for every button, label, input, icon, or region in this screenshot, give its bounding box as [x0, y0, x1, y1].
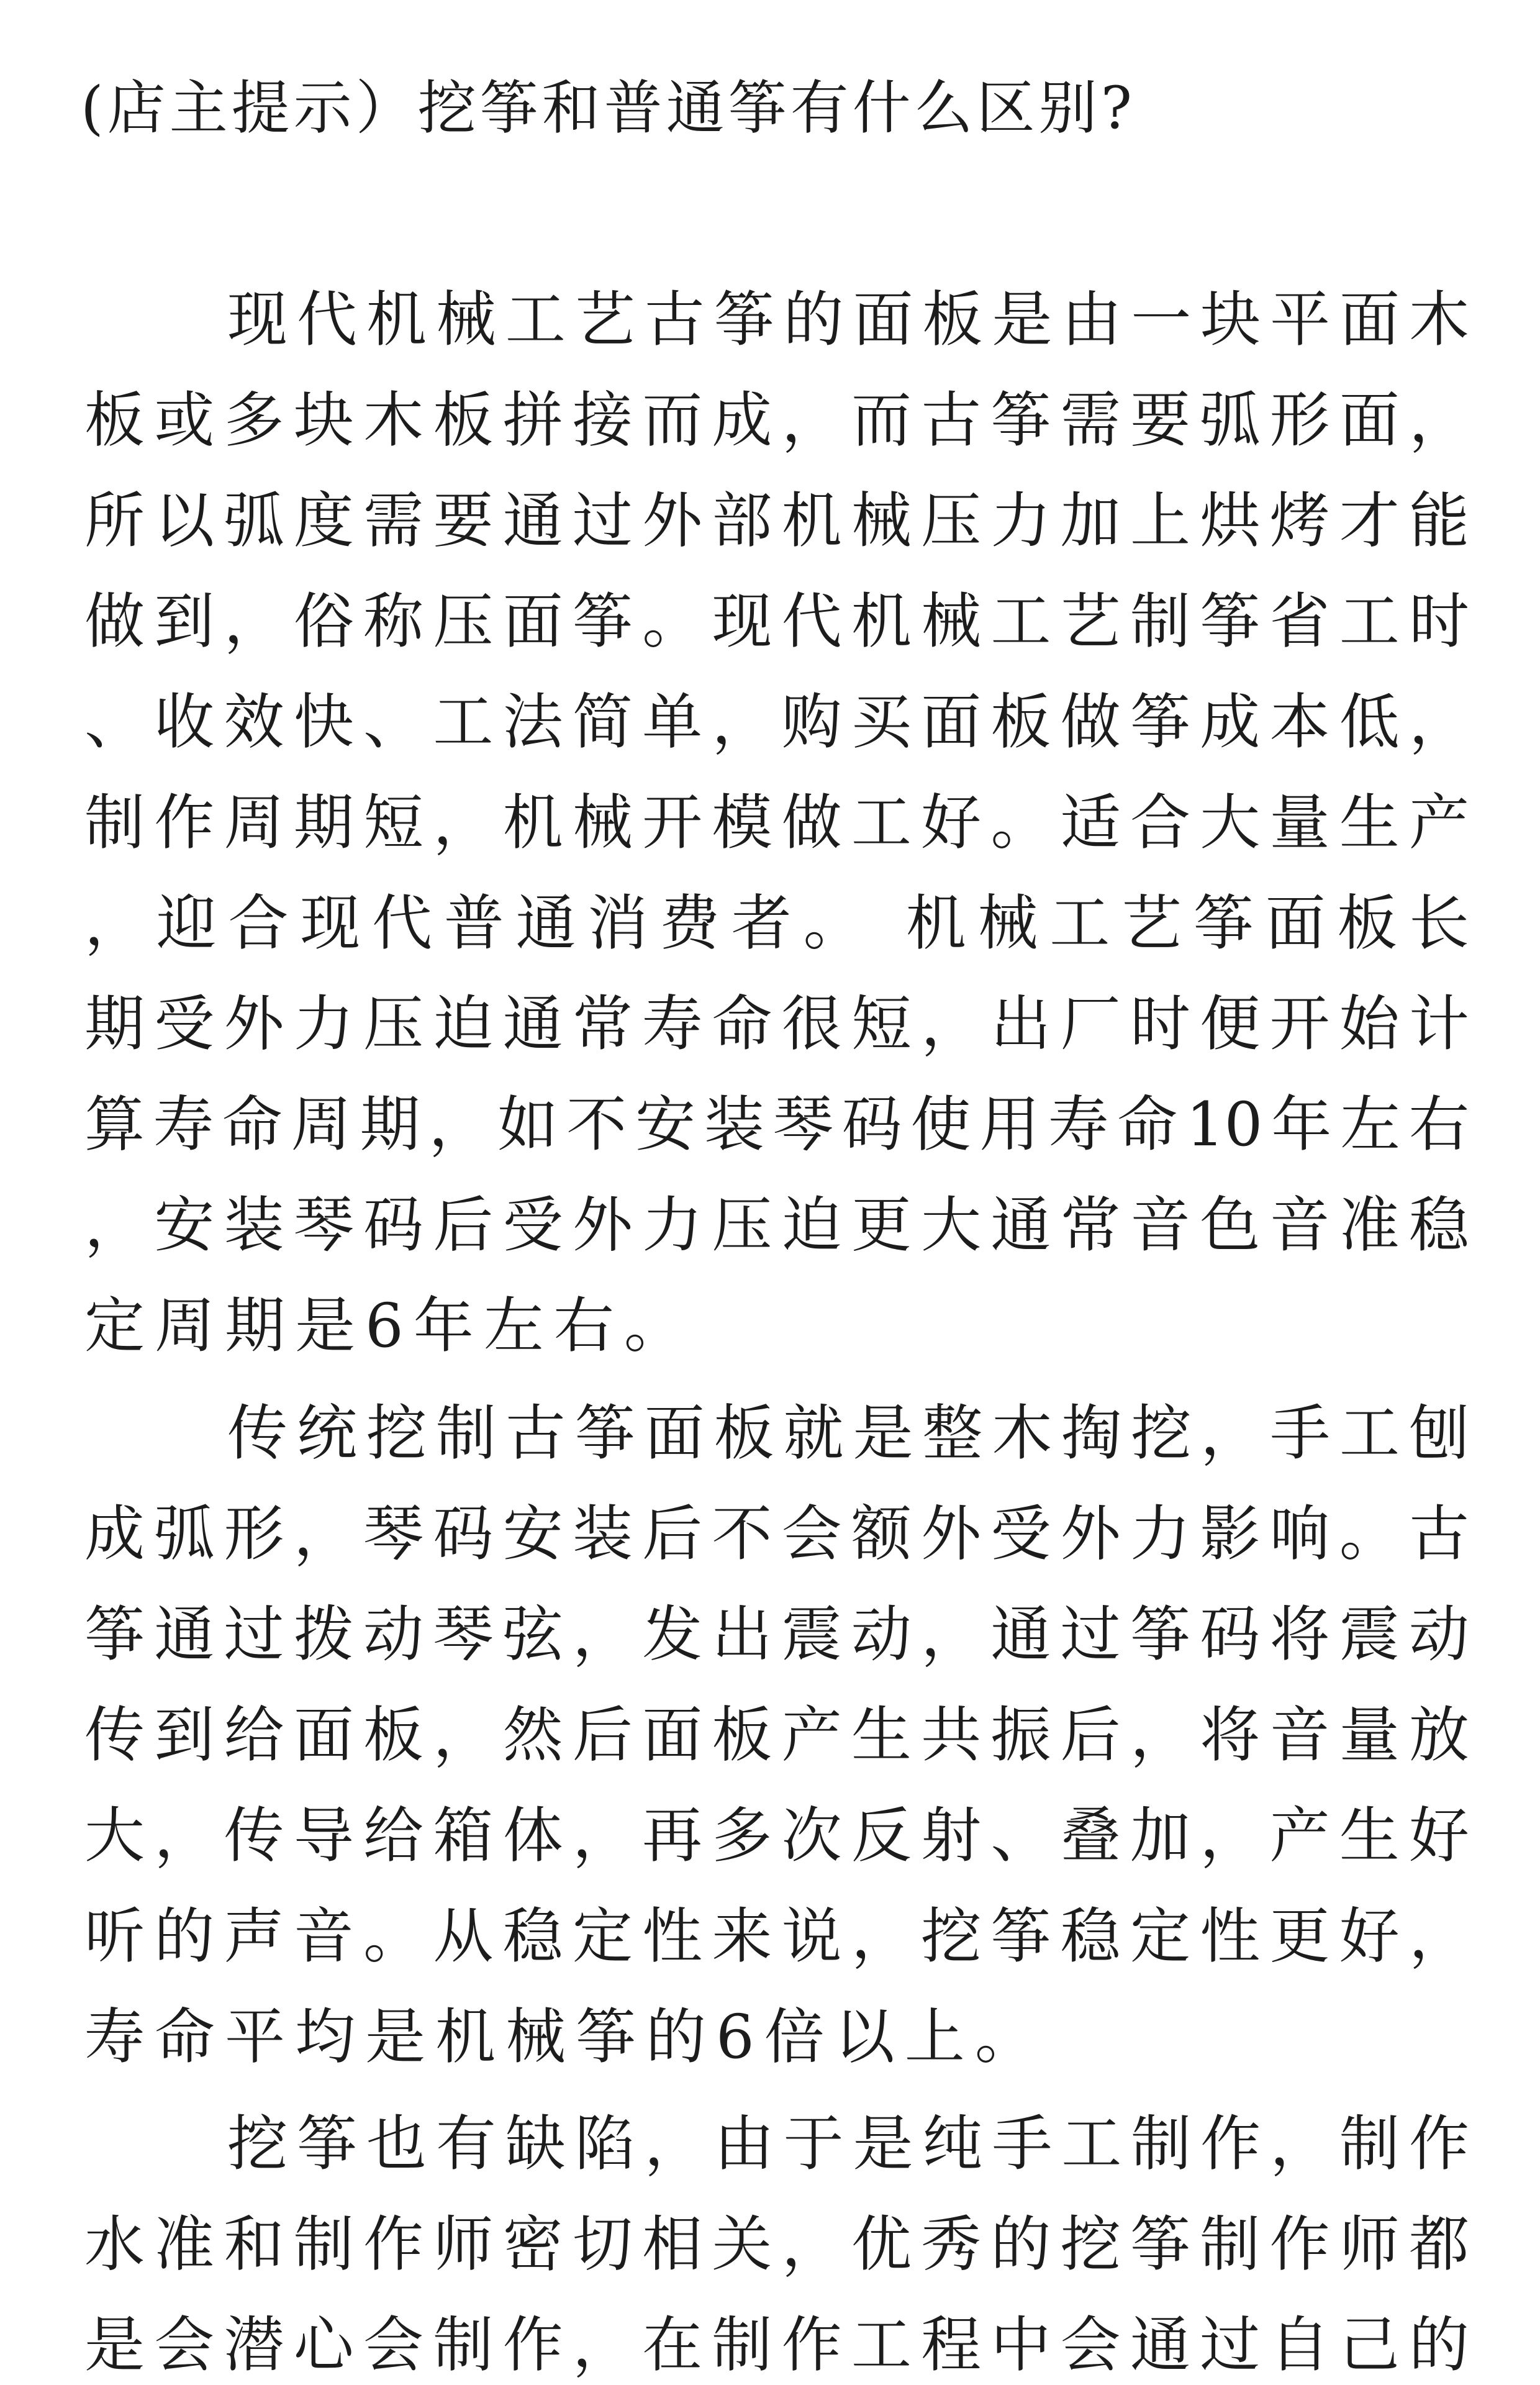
text-line: 制作周期短，机械开模做工好。适合大量生产	[84, 788, 1469, 858]
text-line: 现代机械工艺古筝的面板是由一块平面木	[227, 284, 1469, 355]
text-line: 传统挖制古筝面板就是整木掏挖，手工刨	[227, 1398, 1469, 1468]
text-line: 所以弧度需要通过外部机械压力加上烘烤才能	[84, 486, 1469, 556]
text-line: 期受外力压迫通常寿命很短，出厂时便开始计	[84, 989, 1469, 1059]
text-line: 挖筝也有缺陷，由于是纯手工制作，制作	[227, 2109, 1469, 2179]
text-line: 筝通过拨动琴弦，发出震动，通过筝码将震动	[84, 1599, 1469, 1670]
text-line: 算寿命周期，如不安装琴码使用寿命10年左右	[84, 1089, 1469, 1160]
text-line: 成弧形，琴码安装后不会额外受外力影响。古	[84, 1499, 1469, 1569]
text-line: 是会潜心会制作，在制作工程中会通过自己的	[84, 2310, 1469, 2380]
page-title: (店主提示）挖筝和普通筝有什么区别?	[81, 75, 1136, 142]
text-line: ，安装琴码后受外力压迫更大通常音色音准稳	[84, 1190, 1469, 1260]
text-line: 寿命平均是机械筝的6倍以上。	[84, 2002, 1045, 2072]
text-line: 传到给面板，然后面板产生共振后，将音量放	[84, 1700, 1469, 1770]
text-line: 水准和制作师密切相关，优秀的挖筝制作师都	[84, 2209, 1469, 2279]
text-line: 听的声音。从稳定性来说，挖筝稳定性更好，	[84, 1901, 1469, 1971]
text-line: 定周期是6年左右。	[84, 1291, 694, 1361]
text-line: 做到，俗称压面筝。现代机械工艺制筝省工时	[84, 586, 1469, 656]
text-line: 大，传导给箱体，再多次反射、叠加，产生好	[84, 1801, 1469, 1871]
text-line: 板或多块木板拼接而成，而古筝需要弧形面，	[84, 385, 1469, 455]
text-line: 、收效快、工法简单，购买面板做筝成本低，	[84, 687, 1469, 757]
text-line: ，迎合现代普通消费者。 机械工艺筝面板长	[84, 888, 1469, 958]
